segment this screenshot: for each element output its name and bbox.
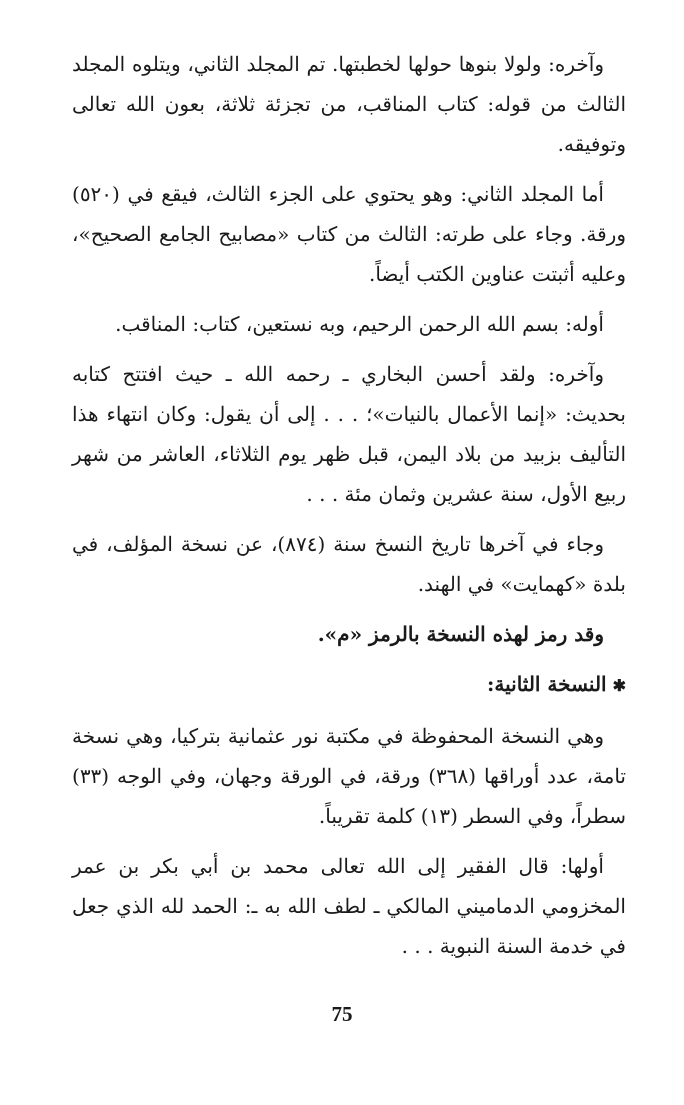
paragraph-volume-two-end: وآخره: ولقد أحسن البخاري ـ رحمه الله ـ حيث افتتح كتابه بحديث: «إنما الأعمال بالنيات»؛ . . . إلى أن يقول: وكان انتهاء هذا التأليف بزبيد من بلاد اليمن، قبل ظهر يوم الثلاثاء، العاشر من شهر ربيع الأول، سنة عشرين وثمان مئة . . . xyxy=(72,362,626,506)
page-number: 75 xyxy=(331,1002,353,1026)
paragraph-second-copy-description: وهي النسخة المحفوظة في مكتبة نور عثمانية بتركيا، وهي نسخة تامة، عدد أوراقها (٣٦٨) ورقة، في الورقة وجهان، وفي الوجه (٣٣) سطراً، وفي السطر (١٣) كلمة تقريباً. xyxy=(72,724,626,828)
star-bullet-icon: ✱ xyxy=(612,676,626,695)
paragraph-manuscript-symbol: وقد رمز لهذه النسخة بالرمز «م». xyxy=(317,622,604,646)
paragraph-volume-two-beginning: أوله: بسم الله الرحمن الرحيم، وبه نستعين، كتاب: المناقب. xyxy=(115,312,604,336)
paragraph-volume-two-ending: وآخره: ولولا بنوها حولها لخطبتها. تم المجلد الثاني، ويتلوه المجلد الثالث من قوله: كتاب المناقب، من تجزئة ثلاثة، بعون الله تعالى وتوفيقه. xyxy=(72,52,626,156)
section-heading-second-copy xyxy=(72,664,626,706)
paragraph-second-copy-beginning: أولها: قال الفقير إلى الله تعالى محمد بن أبي بكر بن عمر المخزومي الدماميني المالكي ـ لطف الله به ـ: الحمد لله الذي جعل في خدمة السنة النبوية . . . xyxy=(72,854,626,958)
section-heading-text: النسخة الثانية: xyxy=(486,672,607,696)
paragraph-copy-date: وجاء في آخرها تاريخ النسخ سنة (٨٧٤)، عن نسخة المؤلف، في بلدة «كهمايت» في الهند. xyxy=(72,532,626,596)
page-body xyxy=(72,44,626,976)
paragraph-volume-two-description: أما المجلد الثاني: وهو يحتوي على الجزء الثالث، فيقع في (٥٢٠) ورقة. وجاء على طرته: الثالث من كتاب «مصابيح الجامع الصحيح»، وعليه أثبتت عناوين الكتب أيضاً. xyxy=(72,182,626,286)
